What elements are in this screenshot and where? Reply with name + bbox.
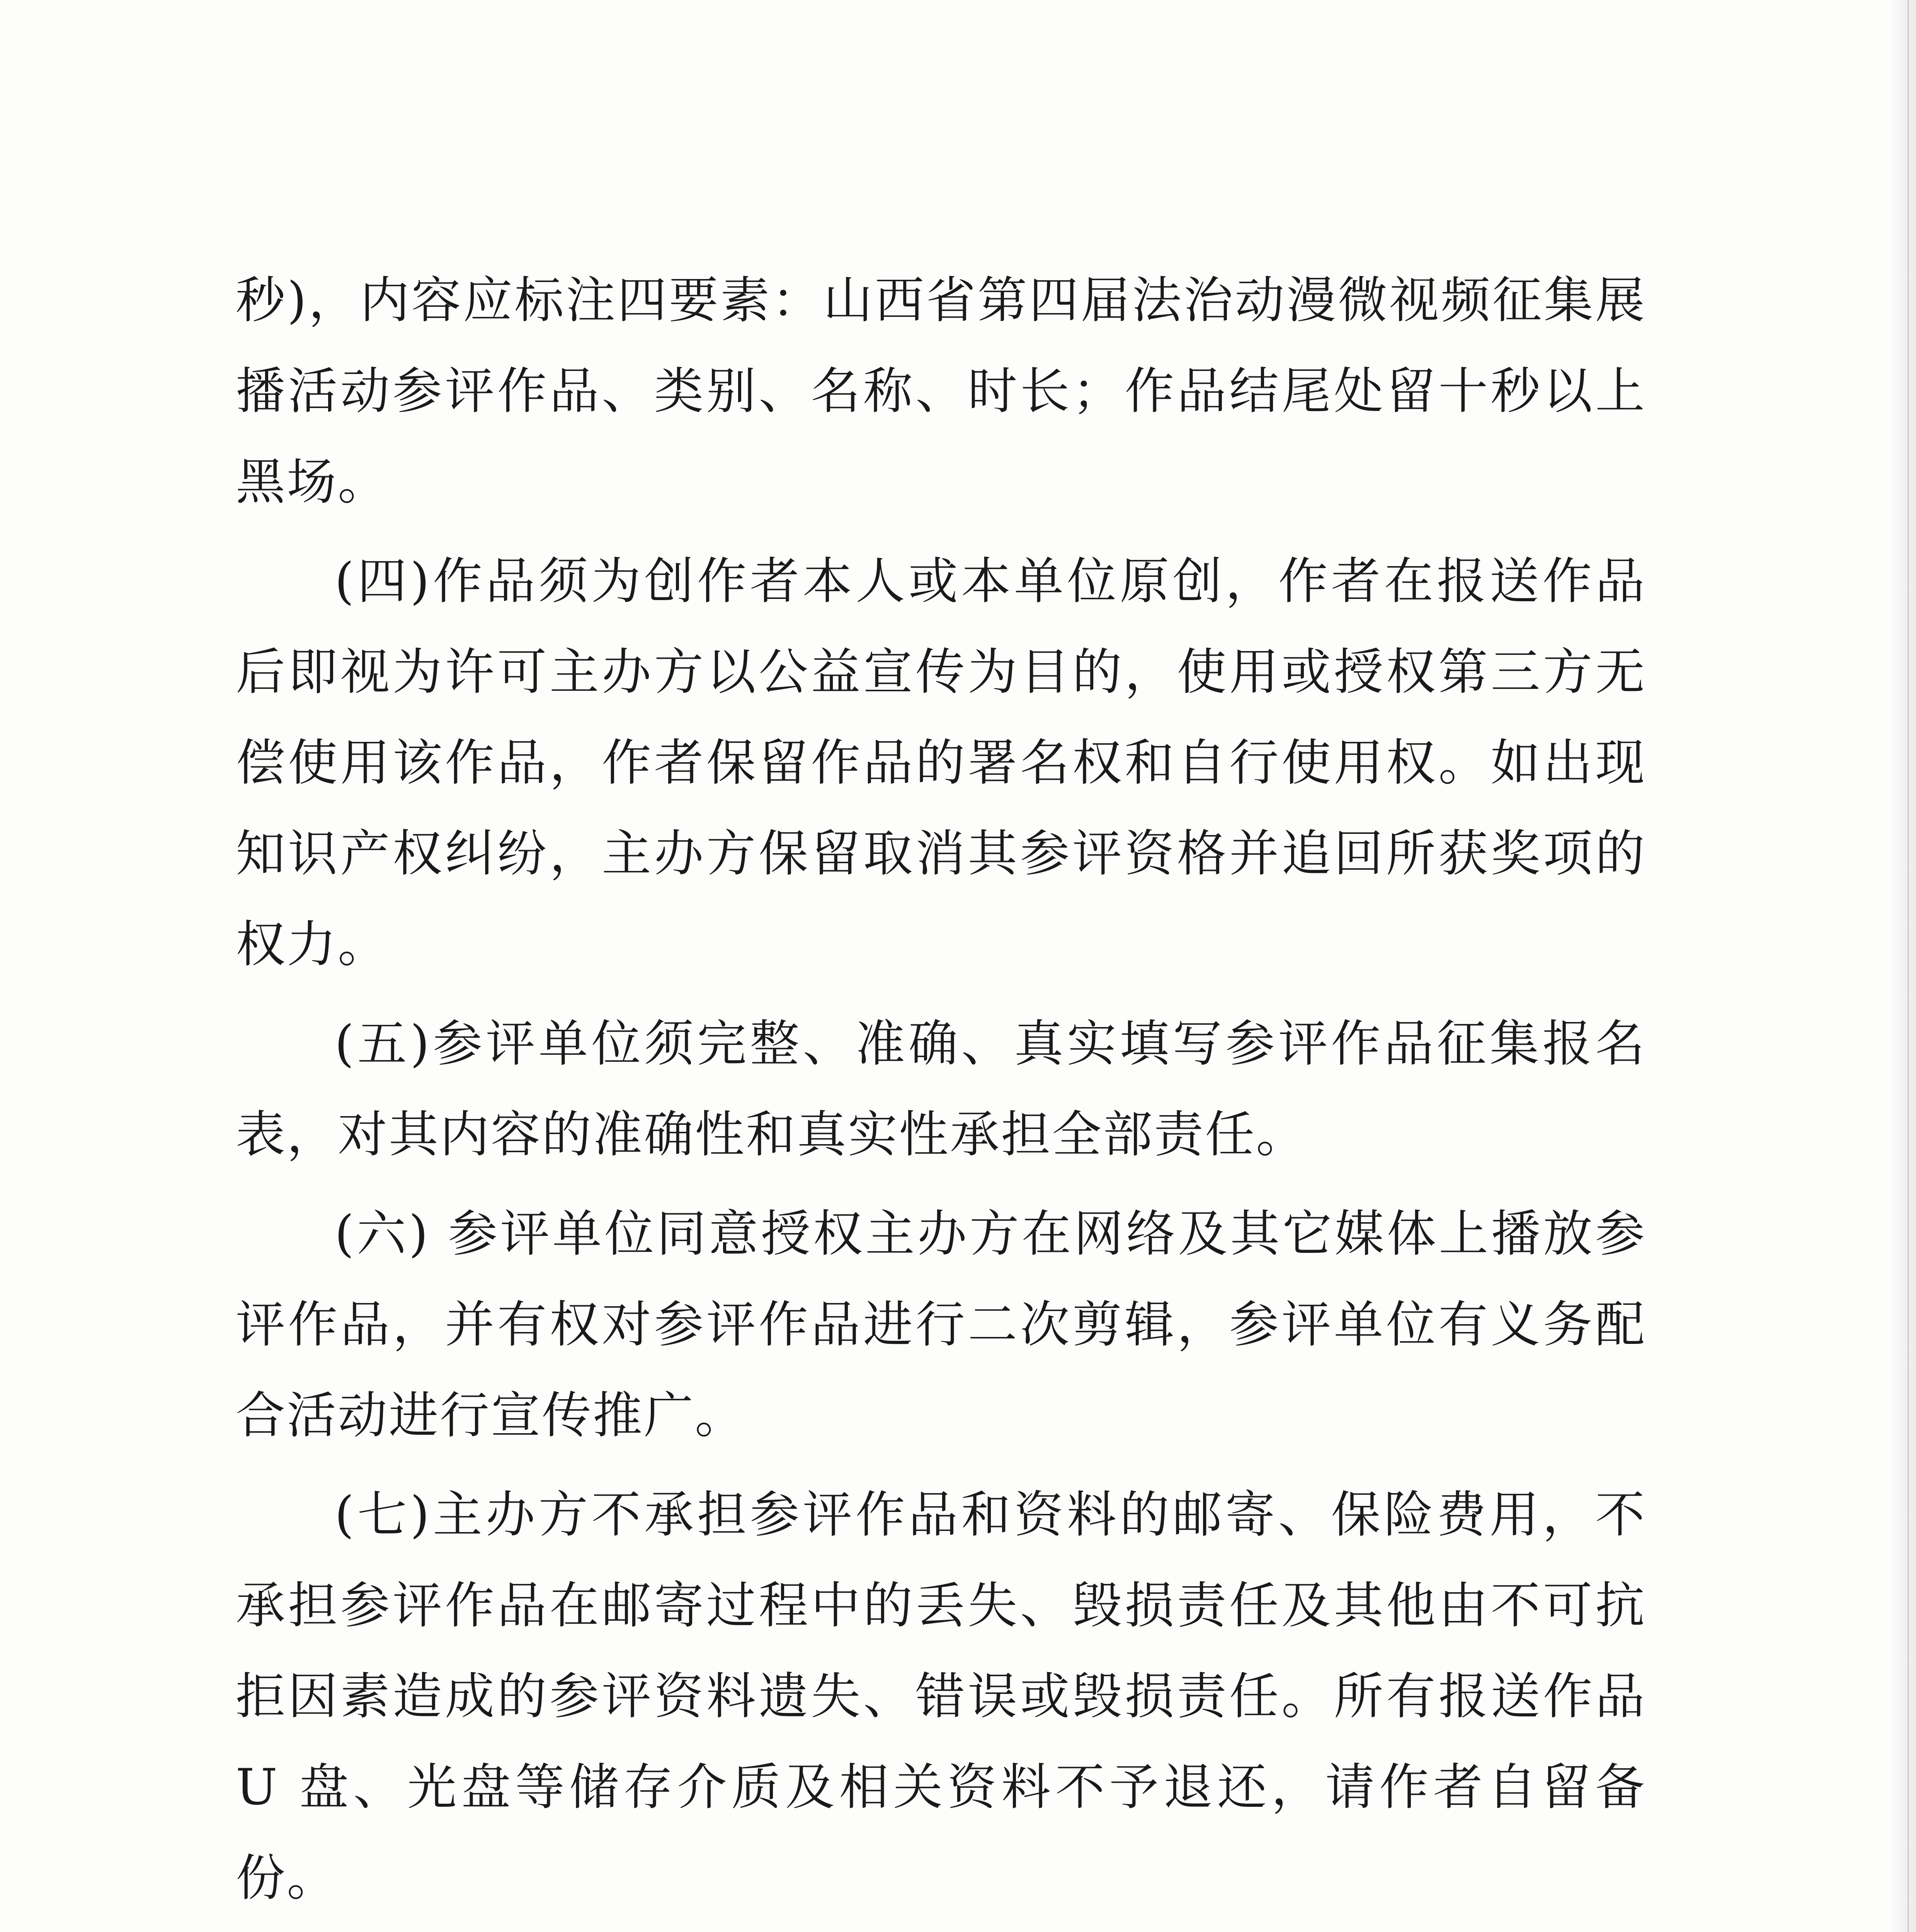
page-edge-line bbox=[1907, 0, 1909, 1932]
paragraph-item-4: (四)作品须为创作者本人或本单位原创，作者在报送作品后即视为许可主办方以公益宣传为目的，使用或授权第三方无偿使用该作品，作者保留作品的署名权和自行使用权。如出现知识产权纠纷，主办方保留取消其参评资格并追回所获奖项的权力。 bbox=[236, 553, 1646, 973]
paragraph-continuation: 秒)，内容应标注四要素：山西省第四届法治动漫微视频征集展播活动参评作品、类别、名称、时长；作品结尾处留十秒以上黑场。 bbox=[236, 272, 1646, 511]
page-edge-shadow bbox=[1889, 0, 1916, 1932]
document-body bbox=[236, 255, 1646, 1932]
paragraph-item-6: (六) 参评单位同意授权主办方在网络及其它媒体上播放参评作品，并有权对参评作品进行二次剪辑，参评单位有义务配合活动进行宣传推广。 bbox=[236, 1205, 1646, 1444]
paragraph-item-5: (五)参评单位须完整、准确、真实填写参评作品征集报名表，对其内容的准确性和真实性承担全部责任。 bbox=[236, 1015, 1646, 1163]
paragraph-item-7: (七)主办方不承担参评作品和资料的邮寄、保险费用，不承担参评作品在邮寄过程中的丢失、毁损责任及其他由不可抗拒因素造成的参评资料遗失、错误或毁损责任。所有报送作品 U 盘、光盘等储存介质及相关资料不予退还，请作者自留备份。 bbox=[236, 1486, 1646, 1907]
